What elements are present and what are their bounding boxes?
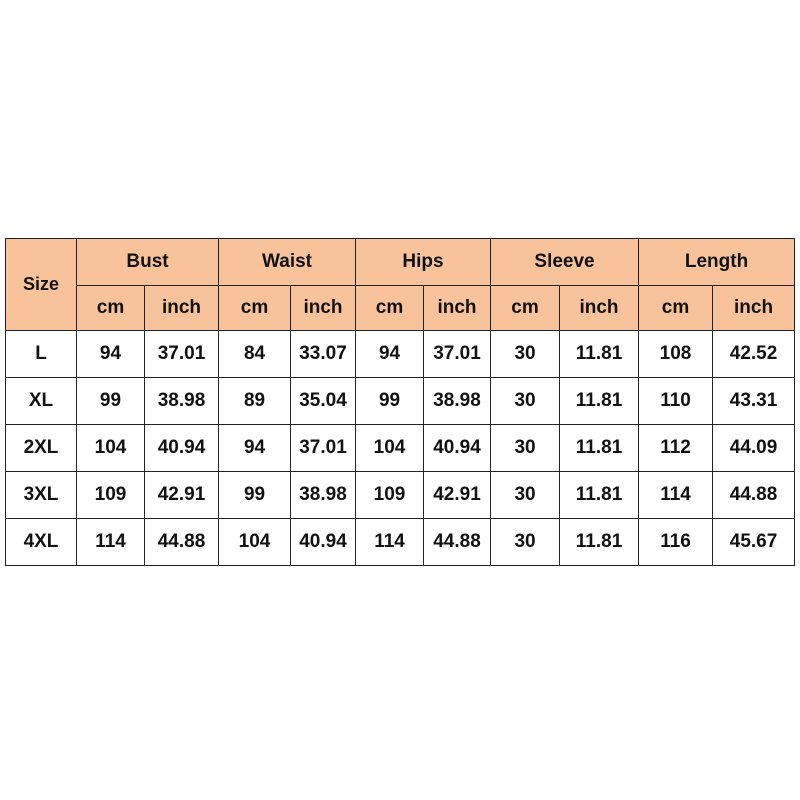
length-inch-cell: 45.67 (713, 519, 795, 566)
waist-cm-cell: 89 (219, 378, 291, 425)
bust-inch-cell: 37.01 (145, 331, 219, 378)
hips-inch-cell: 44.88 (424, 519, 491, 566)
bust-inch-cell: 38.98 (145, 378, 219, 425)
hips-inch-cell: 37.01 (424, 331, 491, 378)
sleeve-cm-cell: 30 (491, 331, 560, 378)
sleeve-cm-cell: 30 (491, 472, 560, 519)
length-inch-cell: 43.31 (713, 378, 795, 425)
hips-cm-cell: 94 (356, 331, 424, 378)
waist-cm-header: cm (219, 286, 291, 331)
hips-cm-cell: 109 (356, 472, 424, 519)
table-row (6, 331, 795, 378)
waist-cm-cell: 84 (219, 331, 291, 378)
hips-inch-header: inch (424, 286, 491, 331)
table-row (6, 472, 795, 519)
sleeve-inch-header: inch (560, 286, 639, 331)
length-cm-cell: 112 (639, 425, 713, 472)
bust-inch-header: inch (145, 286, 219, 331)
length-cm-cell: 116 (639, 519, 713, 566)
sleeve-cm-header: cm (491, 286, 560, 331)
bust-cm-cell: 114 (77, 519, 145, 566)
waist-inch-cell: 37.01 (291, 425, 356, 472)
waist-cm-cell: 99 (219, 472, 291, 519)
table-row (6, 519, 795, 566)
length-cm-cell: 114 (639, 472, 713, 519)
bust-inch-cell: 40.94 (145, 425, 219, 472)
size-chart-body (6, 331, 795, 566)
waist-inch-cell: 35.04 (291, 378, 356, 425)
bust-inch-cell: 42.91 (145, 472, 219, 519)
length-cm-cell: 110 (639, 378, 713, 425)
waist-cm-cell: 94 (219, 425, 291, 472)
bust-cm-cell: 109 (77, 472, 145, 519)
length-inch-cell: 44.09 (713, 425, 795, 472)
table-row (6, 378, 795, 425)
length-header: Length (639, 239, 795, 286)
sleeve-inch-cell: 11.81 (560, 425, 639, 472)
bust-header: Bust (77, 239, 219, 286)
size-cell: 3XL (6, 472, 77, 519)
header-unit-row (6, 286, 795, 331)
waist-inch-header: inch (291, 286, 356, 331)
waist-header: Waist (219, 239, 356, 286)
header-group-row (6, 239, 795, 286)
bust-cm-cell: 94 (77, 331, 145, 378)
waist-inch-cell: 40.94 (291, 519, 356, 566)
sleeve-inch-cell: 11.81 (560, 378, 639, 425)
size-cell: L (6, 331, 77, 378)
table-row (6, 425, 795, 472)
hips-cm-cell: 104 (356, 425, 424, 472)
size-cell: XL (6, 378, 77, 425)
waist-inch-cell: 38.98 (291, 472, 356, 519)
sleeve-header: Sleeve (491, 239, 639, 286)
waist-cm-cell: 104 (219, 519, 291, 566)
sleeve-cm-cell: 30 (491, 425, 560, 472)
hips-inch-cell: 42.91 (424, 472, 491, 519)
size-column-header: Size (6, 239, 77, 331)
sleeve-cm-cell: 30 (491, 378, 560, 425)
sleeve-cm-cell: 30 (491, 519, 560, 566)
hips-inch-cell: 38.98 (424, 378, 491, 425)
bust-inch-cell: 44.88 (145, 519, 219, 566)
size-chart-table (5, 238, 795, 566)
sleeve-inch-cell: 11.81 (560, 519, 639, 566)
sleeve-inch-cell: 11.81 (560, 331, 639, 378)
sleeve-inch-cell: 11.81 (560, 472, 639, 519)
hips-cm-cell: 114 (356, 519, 424, 566)
hips-cm-cell: 99 (356, 378, 424, 425)
size-cell: 2XL (6, 425, 77, 472)
bust-cm-cell: 99 (77, 378, 145, 425)
length-inch-cell: 44.88 (713, 472, 795, 519)
length-cm-header: cm (639, 286, 713, 331)
hips-header: Hips (356, 239, 491, 286)
length-inch-header: inch (713, 286, 795, 331)
size-cell: 4XL (6, 519, 77, 566)
length-cm-cell: 108 (639, 331, 713, 378)
bust-cm-cell: 104 (77, 425, 145, 472)
waist-inch-cell: 33.07 (291, 331, 356, 378)
length-inch-cell: 42.52 (713, 331, 795, 378)
hips-inch-cell: 40.94 (424, 425, 491, 472)
bust-cm-header: cm (77, 286, 145, 331)
hips-cm-header: cm (356, 286, 424, 331)
